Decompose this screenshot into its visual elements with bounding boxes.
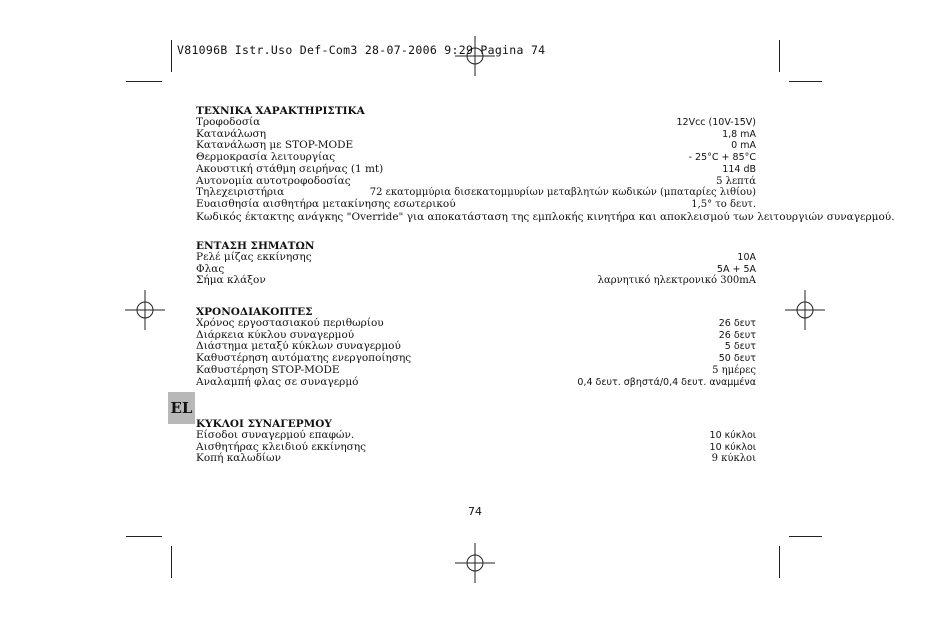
spec-value: 0 mA <box>731 140 756 152</box>
spec-value: 9 κύκλοι <box>711 453 756 465</box>
section-technical-specs <box>196 105 895 223</box>
spec-value: 26 δευτ <box>718 318 756 329</box>
crop-mark <box>789 536 822 537</box>
spec-value: 10 κύκλοι <box>709 430 756 441</box>
spec-label: Διάρκεια κύκλου συναγερμού <box>196 328 355 341</box>
spec-value: 0,4 δευτ. σβηστά/0,4 δευτ. αναμμένα <box>577 376 756 388</box>
spec-row <box>196 275 756 287</box>
spec-label: Τροφοδοσία <box>196 116 261 128</box>
spec-row <box>196 252 756 264</box>
spec-label: Κατανάλωση <box>196 127 266 140</box>
spec-row <box>196 164 756 176</box>
spec-value: 114 dB <box>722 163 756 175</box>
crop-mark <box>126 81 162 82</box>
spec-label: Ρελέ μίζας εκκίνησης <box>196 251 312 263</box>
spec-label: Αναλαμπή φλας σε συναγερμό <box>196 375 359 388</box>
spec-label: Θερμοκρασία λειτουργίας <box>196 151 336 164</box>
spec-label: Χρόνος εργοστασιακού περιθωρίου <box>196 317 384 329</box>
spec-label: Σήμα κλάξον <box>196 274 266 287</box>
spec-value: 72 εκατομμύρια δισεκατομμυρίων μεταβλητών κωδικών (μπαταρίες λιθίου) <box>369 187 756 199</box>
spec-row <box>196 365 756 377</box>
spec-label: Τηλεχειριστήρια <box>196 186 285 199</box>
override-note: Κωδικός έκτακτης ανάγκης "Override" για αποκατάσταση της εμπλοκής κινητήρα και αποκλεισμού των λειτουργιών συναγερμού. <box>196 210 895 223</box>
crop-mark <box>126 536 162 537</box>
spec-row <box>196 199 756 211</box>
spec-label: Καθυστέρηση STOP-MODE <box>196 363 340 376</box>
spec-row <box>196 377 756 389</box>
spec-row <box>196 430 756 442</box>
registration-mark-icon <box>125 290 165 330</box>
spec-row <box>196 264 756 276</box>
spec-label: Αισθητήρας κλειδιού εκκίνησης <box>196 440 367 453</box>
crop-mark <box>789 81 822 82</box>
spec-label: Είσοδοι συναγερμού επαφών. <box>196 429 355 441</box>
crop-mark <box>171 40 172 72</box>
section-title: ΚΥΚΛΟΙ ΣΥΝΑΓΕΡΜΟΥ <box>196 418 332 430</box>
crop-mark <box>779 546 780 578</box>
spec-value: 5A + 5A <box>716 263 756 275</box>
page-number: 74 <box>468 505 482 518</box>
section-title: ΤΕΧΝΙΚΑ ΧΑΡΑΚΤΗΡΙΣΤΙΚΑ <box>196 105 365 117</box>
spec-value: 50 δευτ <box>718 353 756 365</box>
spec-label: Αυτονομία αυτοτροφοδοσίας <box>196 174 351 187</box>
section-timers <box>196 306 756 388</box>
spec-row <box>196 117 756 129</box>
section-alarm-cycles <box>196 418 756 465</box>
spec-row <box>196 453 756 465</box>
spec-value: 10A <box>737 252 756 263</box>
spec-value: 5 λεπτά <box>716 175 756 187</box>
spec-value: 5 ημέρες <box>712 364 756 376</box>
section-signal-current <box>196 240 756 287</box>
spec-value: 1,8 mA <box>722 128 756 140</box>
crop-mark <box>171 546 172 578</box>
registration-mark-icon <box>455 543 495 583</box>
spec-value: 26 δευτ <box>718 329 756 341</box>
spec-value: 10 κύκλοι <box>709 441 756 453</box>
spec-value: 5 δευτ <box>724 341 756 353</box>
spec-row <box>196 318 756 330</box>
spec-label: Καθυστέρηση αυτόματης ενεργοποίησης <box>196 352 412 365</box>
registration-mark-icon <box>785 290 825 330</box>
spec-value: - 25°C + 85°C <box>688 152 756 164</box>
section-title: ΕΝΤΑΣΗ ΣΗΜΑΤΩΝ <box>196 240 315 252</box>
spec-label: Διάστημα μεταξύ κύκλων συναγερμού <box>196 340 401 353</box>
spec-value: 1,5° το δευτ. <box>691 198 756 210</box>
language-tab: EL <box>168 392 195 424</box>
spec-label: Ευαισθησία αισθητήρα μετακίνησης εσωτερικού <box>196 197 456 210</box>
section-title: ΧΡΟΝΟΔΙΑΚΟΠΤΕΣ <box>196 306 313 318</box>
spec-value: λαρνητικό ηλεκτρονικό 300mA <box>597 275 756 287</box>
spec-label: Κατανάλωση με STOP-MODE <box>196 139 354 152</box>
crop-mark <box>779 40 780 72</box>
print-header: V81096B Istr.Uso Def-Com3 28-07-2006 9:29 Pagina 74 <box>177 43 546 57</box>
spec-label: Κοπή καλωδίων <box>196 452 281 465</box>
spec-label: Ακουστική στάθμη σειρήνας (1 mt) <box>196 162 384 175</box>
spec-label: Φλας <box>196 262 225 275</box>
spec-value: 12Vcc (10V-15V) <box>676 117 756 128</box>
